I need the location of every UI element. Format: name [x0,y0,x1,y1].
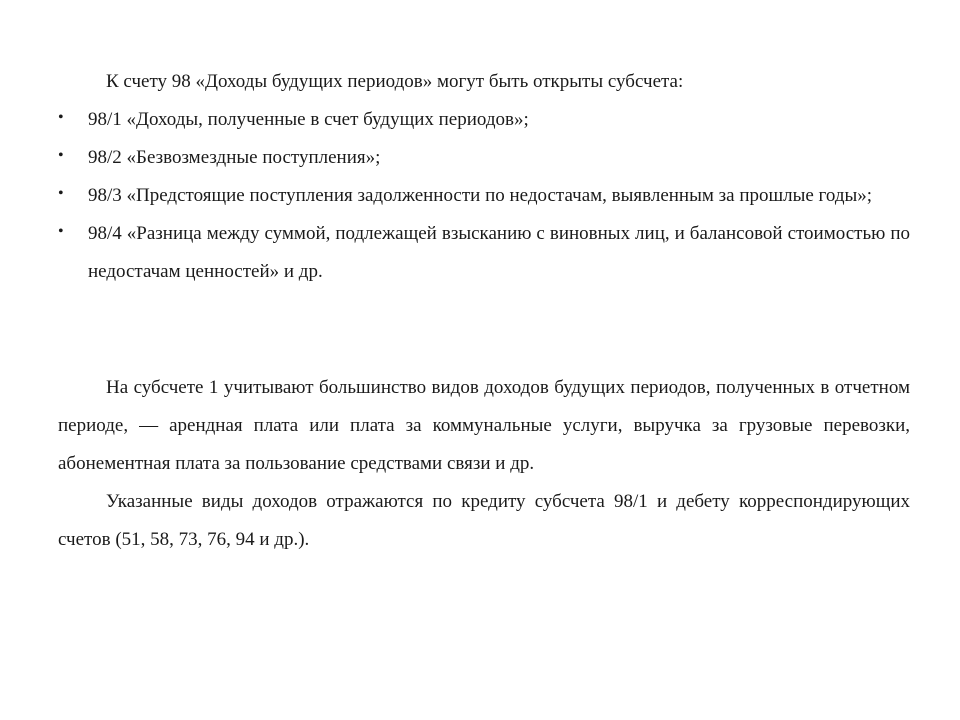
list-item [58,101,910,139]
list-item [58,139,910,177]
bullet-icon: • [58,185,64,202]
list-item [58,177,910,215]
intro-heading: К счету 98 «Доходы будущих периодов» могут быть открыты субсчета: [106,71,684,92]
paragraph: Указанные виды доходов отражаются по кредиту субсчета 98/1 и дебету корреспондирующих счетов (51, 58, 73, 76, 94 и др.). [58,491,910,550]
bullet-icon: • [58,109,64,126]
subaccount-list [58,101,910,291]
paragraph: На субсчете 1 учитывают большинство видов доходов будущих периодов, полученных в отчетном периоде, — арендная плата или плата за коммунальные услуги, выручка за грузовые перевозки, абонементная плата за пользование средствами связи и др. [58,377,910,474]
subaccount-text: 98/2 «Безвозмездные поступления»; [88,147,381,168]
explanation-section [58,369,910,559]
subaccount-text: 98/1 «Доходы, полученные в счет будущих периодов»; [88,109,529,130]
bullet-icon: • [58,223,64,240]
bullet-icon: • [58,147,64,164]
subaccounts-section [58,63,910,291]
list-item [58,215,910,291]
subaccount-text: 98/4 «Разница между суммой, подлежащей взысканию с виновных лиц, и балансовой стоимостью по недостачам ценностей» и др. [88,223,910,282]
subaccount-text: 98/3 «Предстоящие поступления задолженности по недостачам, выявленным за прошлые годы»; [88,185,873,206]
